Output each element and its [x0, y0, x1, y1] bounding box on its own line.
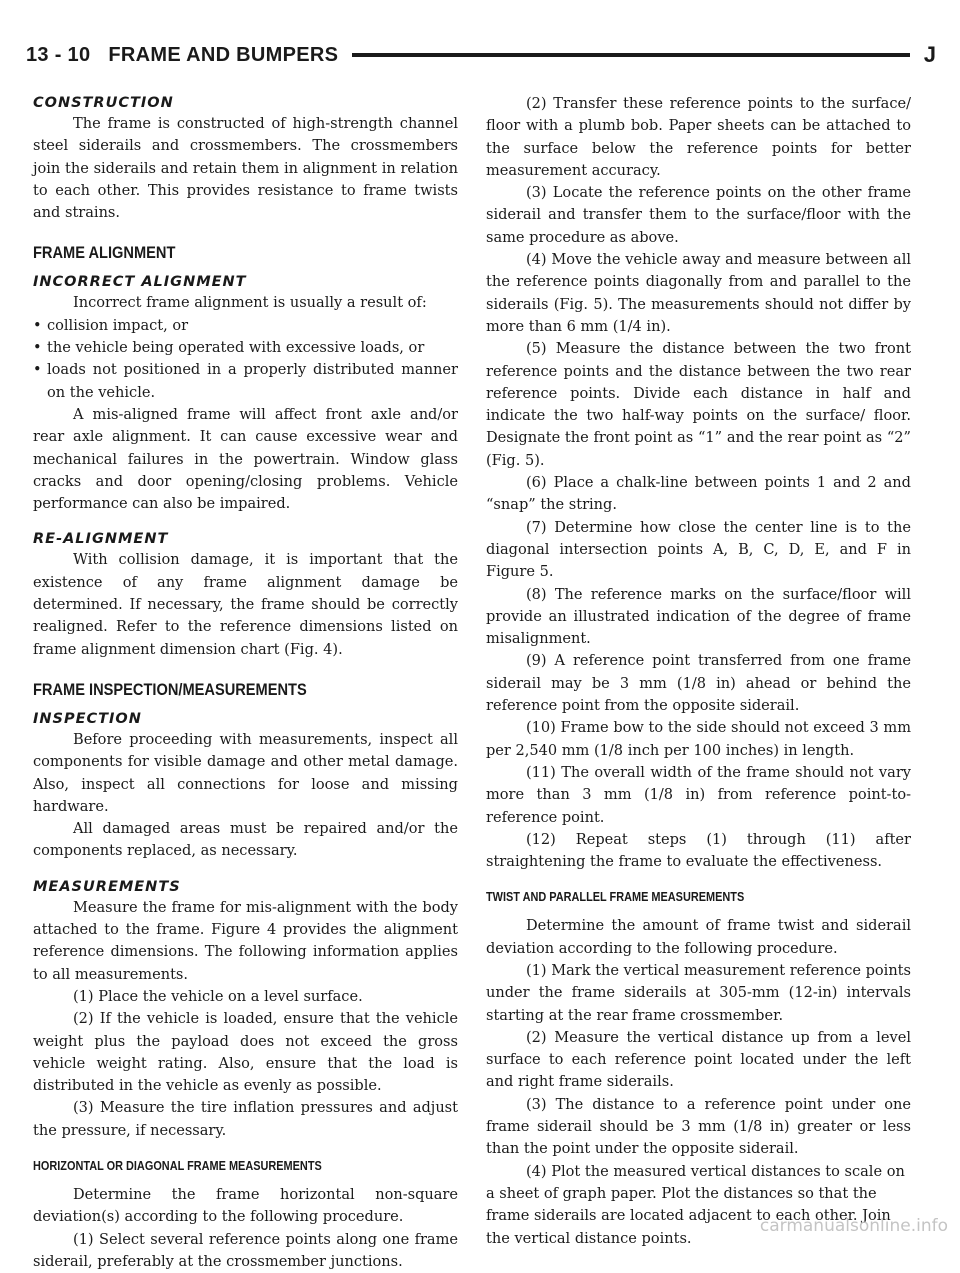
incorrect-intro: Incorrect frame alignment is usually a result of:: [73, 294, 427, 312]
page-number: 13 - 10: [26, 43, 91, 66]
inspection-body-1: Before proceeding with measurements, inspect all components for visible damage and other metal damage. Also, inspect all connections for loose and missing hardware.: [33, 730, 458, 815]
procedure-step: (3) Locate the reference points on the other frame siderail and transfer them to the surface/floor with the same procedure as above.: [486, 184, 911, 246]
page-header: [26, 36, 936, 74]
section-title: FRAME AND BUMPERS: [108, 43, 339, 66]
list-item: • the vehicle being operated with excessive loads, or: [33, 339, 425, 357]
procedure-step: (2) Transfer these reference points to the surface/ floor with a plumb bob. Paper sheets can be attached to the surface below the reference points for better measurement accuracy.: [486, 95, 911, 179]
procedure-step: (7) Determine how close the center line is to the diagonal intersection points A, B, C, D, E, and F in Figure 5.: [486, 518, 911, 581]
heading-incorrect-alignment: INCORRECT ALIGNMENT: [33, 274, 247, 291]
list-item: • collision impact, or: [33, 316, 189, 334]
procedure-step: (9) A reference point transferred from one frame siderail may be 3 mm (1/8 in) ahead or behind the reference point from the opposite siderail.: [486, 652, 911, 715]
twist-step: (1) Mark the vertical measurement reference points under the frame siderails at 305-mm (12-in) intervals starting at the rear frame crossmember.: [486, 961, 911, 1024]
realignment-body: With collision damage, it is important that the existence of any frame alignment damage be determined. If necessary, the frame should be correctly realigned. Refer to the reference dimensions listed on frame alignment dimension chart (Fig. 4).: [33, 551, 458, 658]
twist-step: (3) The distance to a reference point under one frame siderail should be 3 mm (1/8 in) greater or less than the point under the opposite siderail.: [486, 1095, 911, 1158]
inspection-body-2: All damaged areas must be repaired and/or the components replaced, as necessary.: [33, 820, 458, 860]
watermark-text: carmanualsonline.info: [759, 1216, 948, 1236]
heading-inspection: INSPECTION: [33, 710, 142, 727]
twist-step: (2) Measure the vertical distance up from a level surface to each reference point located under the left and right frame siderails.: [486, 1028, 911, 1091]
twist-step: (4) Plot the measured vertical distances to scale on a sheet of graph paper. Plot the distances so that the frame siderails are located adjacent to each other. Join the vertical distance points.: [486, 1162, 905, 1247]
measurement-step: (2) If the vehicle is loaded, ensure that the vehicle weight plus the payload does not exceed the gross vehicle weight rating. Also, ensure that the load is distributed in the vehicle as evenly as possible.: [33, 1010, 458, 1095]
right-column: [486, 93, 911, 1250]
heading-horizontal-measurements: HORIZONTAL OR DIAGONAL FRAME MEASUREMENTS: [33, 1157, 322, 1173]
procedure-step: (12) Repeat steps (1) through (11) after straightening the frame to evaluate the effectiveness.: [486, 830, 911, 871]
procedure-step: (11) The overall width of the frame should not vary more than 3 mm (1/8 in) from reference point-to-reference point.: [486, 763, 911, 826]
construction-body: The frame is constructed of high-strength channel steel siderails and crossmembers. The crossmembers join the siderails and retain them in alignment in relation to each other. This provides resistance to frame twists and strains.: [33, 115, 458, 222]
procedure-step: (10) Frame bow to the side should not exceed 3 mm per 2,540 mm (1/8 inch per 100 inches) in length.: [486, 719, 911, 759]
measurements-body: Measure the frame for mis-alignment with the body attached to the frame. Figure 4 provides the alignment reference dimensions. The following information applies to all measurements.: [33, 898, 458, 983]
heading-frame-alignment: FRAME ALIGNMENT: [33, 243, 176, 263]
horizontal-step-1: (1) Select several reference points along one frame siderail, preferably at the crossmember junctions.: [33, 1230, 458, 1270]
procedure-step: (8) The reference marks on the surface/floor will provide an illustrated indication of the degree of frame misalignment.: [486, 585, 911, 648]
heading-realignment: RE-ALIGNMENT: [33, 531, 169, 548]
incorrect-body: A mis-aligned frame will affect front axle and/or rear axle alignment. It can cause excessive wear and mechanical failures in the powertrain. Window glass cracks and door opening/closing problems. Vehicle performance can also be impaired.: [33, 405, 458, 513]
procedure-step: (6) Place a chalk-line between points 1 and 2 and “snap” the string.: [486, 474, 911, 514]
heading-inspection-measurements: FRAME INSPECTION/MEASUREMENTS: [33, 679, 307, 699]
twist-intro: Determine the amount of frame twist and siderail deviation according to the following procedure.: [486, 917, 911, 957]
procedure-step: (5) Measure the distance between the two front reference points and the distance between the two rear reference points. Divide each distance in half and indicate the two half-way points on the surface/ floor. Designate the front point as “1” and the rear point as “2” (Fig. 5).: [486, 340, 911, 469]
left-column: [33, 93, 458, 1273]
measurement-step: (3) Measure the tire inflation pressures and adjust the pressure, if necessary.: [33, 1099, 458, 1139]
heading-construction: CONSTRUCTION: [33, 95, 174, 111]
header-rule: [352, 53, 909, 57]
heading-twist-measurements: TWIST AND PARALLEL FRAME MEASUREMENTS: [486, 889, 745, 905]
procedure-step: (4) Move the vehicle away and measure between all the reference points diagonally from and parallel to the siderails (Fig. 5). The measurements should not differ by more than 6 mm (1/4 in).: [486, 251, 911, 335]
list-item: • loads not positioned in a properly distributed manner on the vehicle.: [33, 361, 458, 401]
horizontal-intro: Determine the frame horizontal non-square deviation(s) according to the following procedure.: [33, 1185, 458, 1226]
measurement-step: (1) Place the vehicle on a level surface.: [73, 987, 363, 1005]
heading-measurements: MEASUREMENTS: [33, 878, 181, 895]
header-mark: J: [923, 42, 936, 67]
